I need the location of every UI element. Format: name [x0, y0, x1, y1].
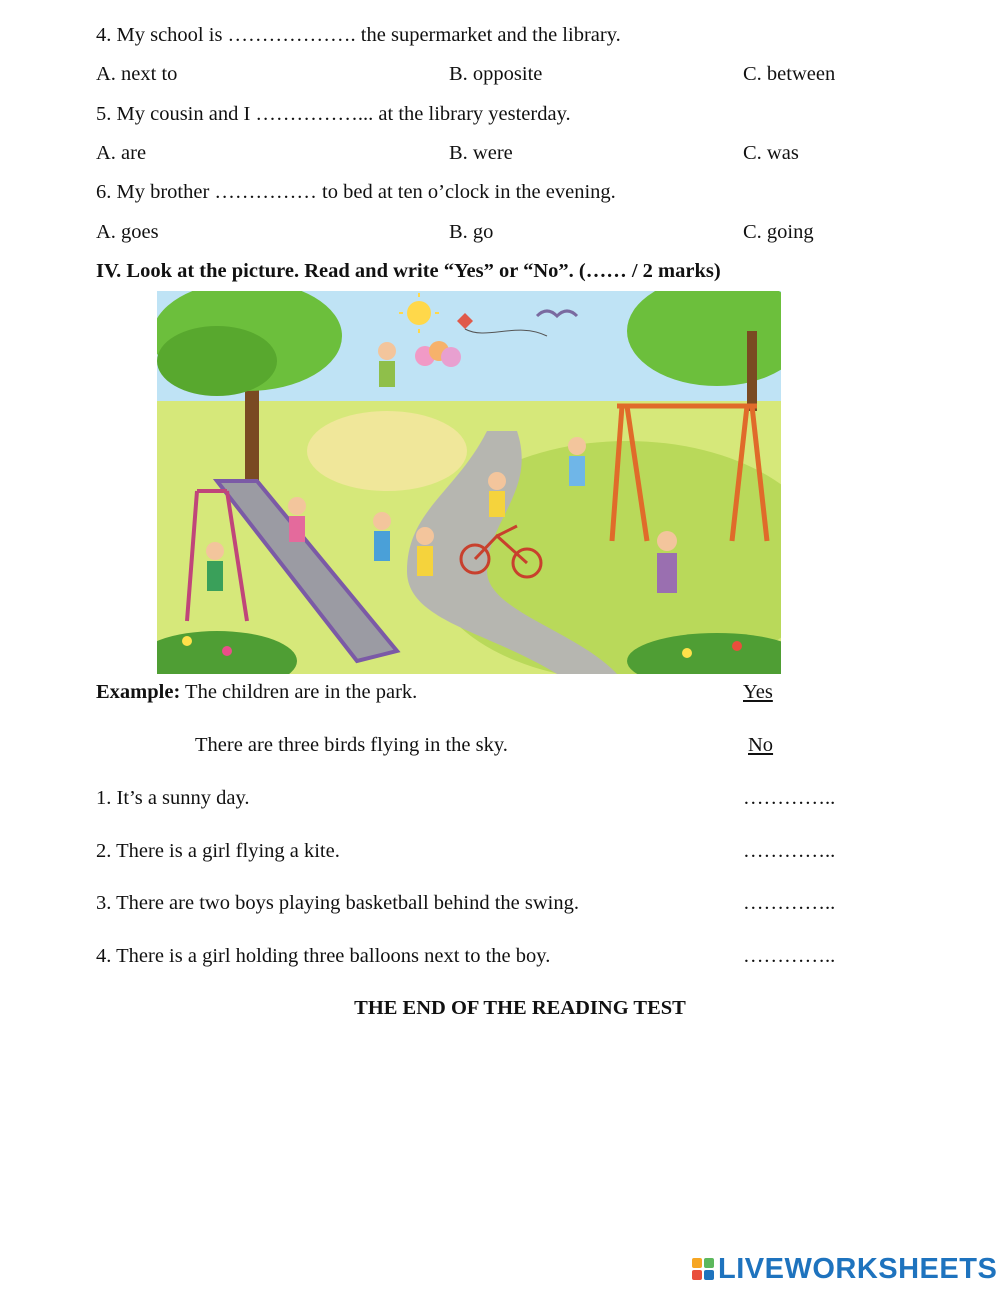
question-4-option-a[interactable]: A. next to — [96, 63, 178, 85]
question-6-option-b[interactable]: B. go — [449, 221, 494, 243]
item-4-text: 4. There is a girl holding three balloons next to the boy. — [96, 945, 551, 967]
example-text: The children are in the park. — [185, 681, 418, 703]
question-4-option-b[interactable]: B. opposite — [449, 63, 543, 85]
flower-icon — [182, 636, 192, 646]
item-3-text: 3. There are two boys playing basketball behind the swing. — [96, 892, 579, 914]
flower-icon — [682, 648, 692, 658]
question-6-option-c[interactable]: C. going — [743, 221, 814, 243]
end-of-test-heading: THE END OF THE READING TEST — [354, 997, 686, 1019]
example-label: Example: — [96, 681, 181, 703]
item-1-text: 1. It’s a sunny day. — [96, 787, 250, 809]
question-5-option-b[interactable]: B. were — [449, 142, 513, 164]
liveworksheets-logo[interactable] — [692, 1252, 997, 1286]
example2-answer: No — [748, 734, 774, 756]
question-6-stem: 6. My brother …………… to bed at ten o’clock in the evening. — [96, 181, 616, 203]
tree-trunk-right — [747, 331, 757, 411]
sand-area — [307, 411, 467, 491]
question-6-option-a[interactable]: A. goes — [96, 221, 159, 243]
example-row — [96, 681, 417, 704]
question-5-option-a[interactable]: A. are — [96, 142, 147, 164]
question-5-option-c[interactable]: C. was — [743, 142, 799, 164]
example2-text: There are three birds flying in the sky. — [195, 734, 508, 756]
sun-icon — [407, 301, 431, 325]
question-4-stem: 4. My school is ………………. the supermarket and the library. — [96, 24, 621, 46]
question-5-stem: 5. My cousin and I ……………... at the library yesterday. — [96, 103, 571, 125]
item-2-answer-blank[interactable]: ………….. — [743, 840, 836, 862]
logo-mark-icon — [692, 1258, 714, 1280]
item-4-answer-blank[interactable]: ………….. — [743, 945, 836, 967]
park-illustration — [157, 291, 781, 674]
logo-text: LIVEWORKSHEETS — [718, 1252, 998, 1285]
flower-icon — [222, 646, 232, 656]
balloon-icon — [441, 347, 461, 367]
flower-icon — [732, 641, 742, 651]
example-answer: Yes — [743, 681, 773, 703]
item-3-answer-blank[interactable]: ………….. — [743, 892, 836, 914]
item-1-answer-blank[interactable]: ………….. — [743, 787, 836, 809]
question-4-option-c[interactable]: C. between — [743, 63, 836, 85]
item-2-text: 2. There is a girl flying a kite. — [96, 840, 340, 862]
tree-canopy-left-2 — [157, 326, 277, 396]
park-scene-svg — [157, 291, 781, 674]
section-4-heading: IV. Look at the picture. Read and write “Yes” or “No”. (…… / 2 marks) — [96, 260, 721, 282]
